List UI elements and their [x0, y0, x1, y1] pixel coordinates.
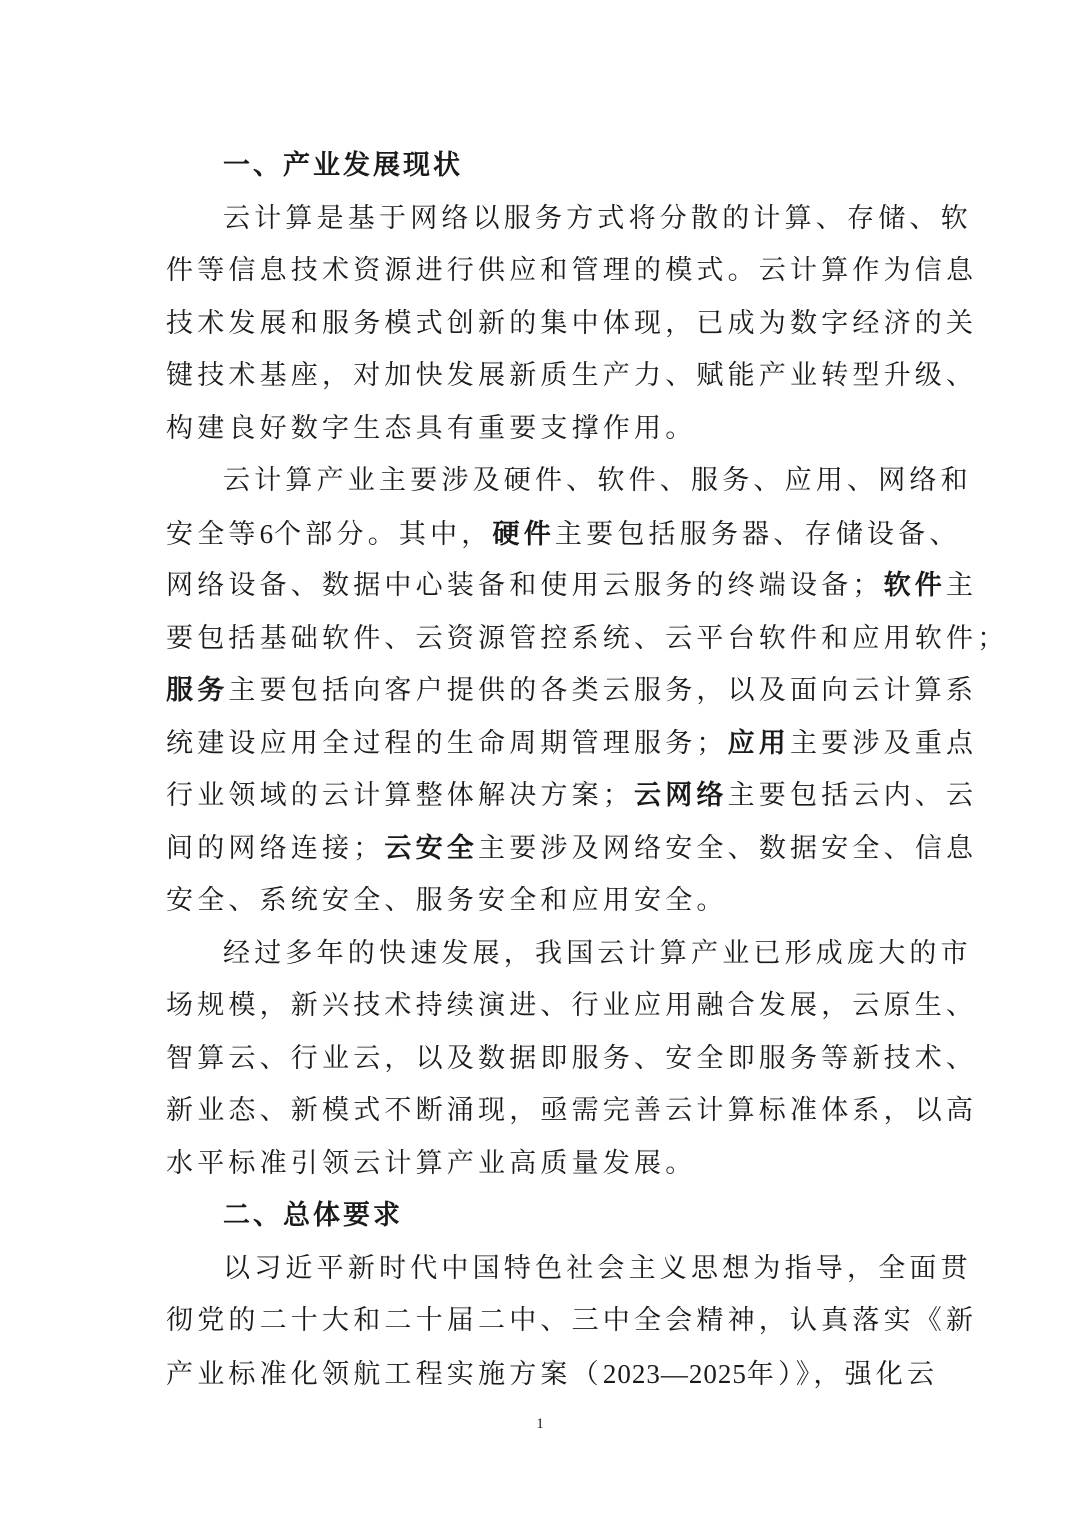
text-line: 云计算是基于网络以服务方式将分散的计算、存储、软: [223, 202, 972, 234]
paragraph-cloud-definition: [166, 193, 978, 456]
paragraph-general-requirements: [166, 1243, 978, 1401]
text-run: 主要包括服务器、存储设备、: [554, 518, 961, 550]
term-service: 服务: [166, 675, 229, 706]
text-line: [166, 560, 978, 613]
text-line: 彻党的二十大和二十届二中、三中全会精神，认真落实《新: [166, 1305, 978, 1336]
text-line: 技术发展和服务模式创新的集中体现，已成为数字经济的关: [166, 307, 978, 339]
text-line: 键技术基座，对加快发展新质生产力、赋能产业转型升级、: [166, 360, 978, 391]
text-run: 主要包括向客户提供的各类云服务，以及面向云计算系: [228, 675, 978, 706]
section-heading-2: 二、总体要求: [223, 1200, 403, 1231]
term-cloud-security: 云安全: [384, 832, 479, 864]
text-line: 云计算产业主要涉及硬件、软件、服务、应用、网络和: [223, 465, 972, 496]
text-run: 行业领域的云计算整体解决方案；: [166, 780, 634, 811]
text-run: 产业标准化领航工程实施方案（: [166, 1358, 603, 1390]
text-line: 以习近平新时代中国特色社会主义思想为指导，全面贯: [223, 1252, 972, 1284]
text-line: 场规模，新兴技术持续演进、行业应用融合发展，云原生、: [166, 990, 978, 1021]
document-page: [166, 140, 1009, 1400]
text-run: 个部分。其中，: [274, 518, 493, 550]
text-run: 主要涉及网络安全、数据安全、信息: [478, 832, 978, 864]
text-line: [166, 508, 961, 561]
text-run: 主: [946, 570, 978, 601]
term-hardware: 硬件: [492, 518, 555, 550]
text-line: 安全、系统安全、服务安全和应用安全。: [166, 885, 728, 916]
text-line: 经过多年的快速发展，我国云计算产业已形成庞大的市: [223, 937, 972, 969]
term-software: 软件: [883, 570, 947, 601]
text-line: [166, 718, 978, 771]
text-run: 统建设应用全过程的生命周期管理服务；: [166, 727, 728, 759]
term-cloud-network: 云网络: [634, 780, 728, 811]
text-line: 水平标准引领云计算产业高质量发展。: [166, 1147, 697, 1179]
number-six: 6: [259, 518, 275, 549]
text-line: 件等信息技术资源进行供应和管理的模式。云计算作为信息: [166, 255, 978, 286]
text-line: 构建良好数字生态具有重要支撑作用。: [166, 412, 697, 444]
text-run: 间的网络连接；: [166, 832, 385, 864]
text-run: 网络设备、数据中心装备和使用云服务的终端设备；: [166, 570, 884, 601]
year-range: 2023—2025: [602, 1358, 747, 1389]
text-line: [166, 770, 978, 823]
paragraph-development: [166, 928, 978, 1191]
term-application: 应用: [727, 727, 791, 759]
text-run: 安全等: [166, 518, 260, 550]
text-line: [166, 665, 978, 718]
text-line: 新业态、新模式不断涌现，亟需完善云计算标准体系，以高: [166, 1095, 978, 1126]
text-line: 要包括基础软件、云资源管控系统、云平台软件和应用软件；: [166, 622, 1009, 654]
text-run: 年）》，强化云: [746, 1358, 939, 1390]
text-run: 主要包括云内、云: [727, 780, 978, 811]
section-heading-1: 一、产业发展现状: [223, 150, 463, 181]
text-line: 智算云、行业云，以及数据即服务、安全即服务等新技术、: [166, 1042, 978, 1074]
text-line: [166, 823, 978, 876]
text-run: 主要涉及重点: [790, 727, 978, 759]
paragraph-industry-parts: [166, 455, 1009, 928]
text-line: [166, 1348, 939, 1401]
page-number: 1: [536, 1416, 544, 1432]
